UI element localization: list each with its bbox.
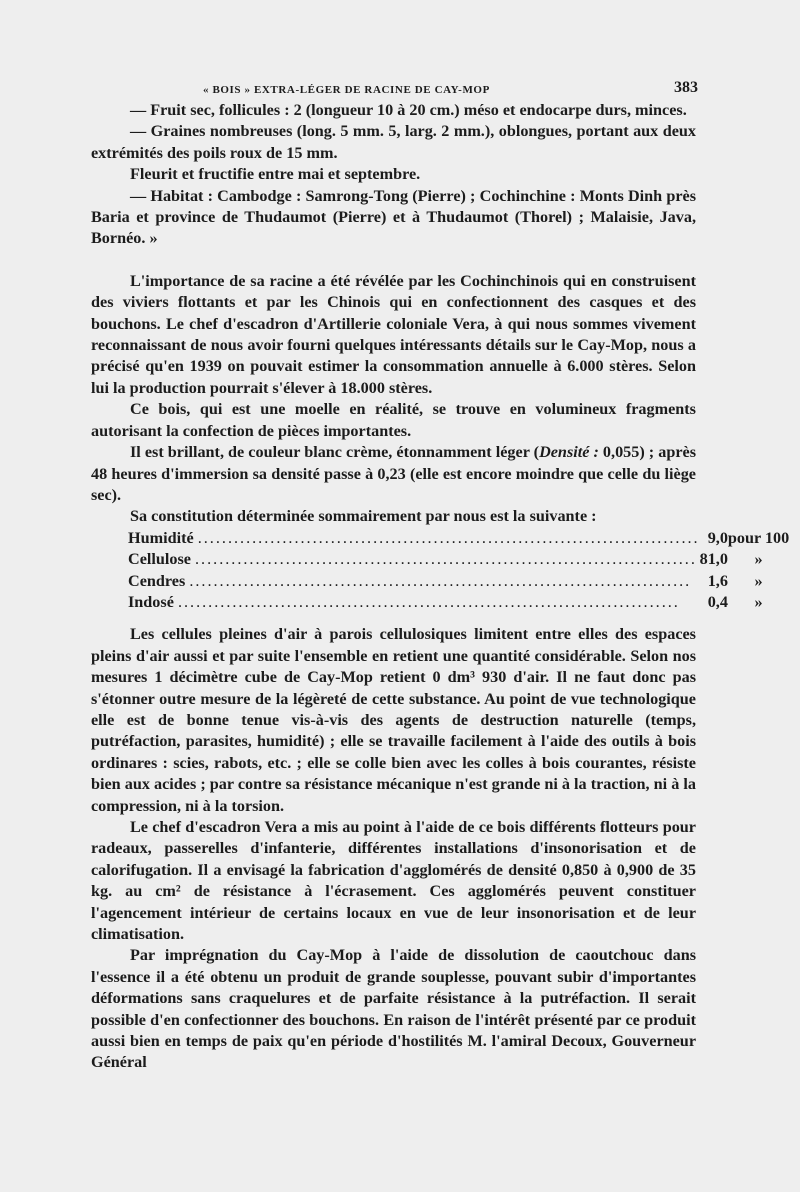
row-value: 81,0 xyxy=(699,550,728,569)
row-value: 0,4 xyxy=(707,592,728,611)
table-row xyxy=(128,528,789,549)
table-row xyxy=(128,592,789,613)
dot-leader: ................................................................................... xyxy=(197,528,700,547)
running-title: « BOIS » EXTRA-LÉGER DE RACINE DE CAY-MOP xyxy=(203,84,490,96)
page-number: 383 xyxy=(674,79,698,96)
composition-table xyxy=(128,528,789,614)
paragraph-constitution: Sa constitution déterminée sommairement par nous est la suivante : xyxy=(130,507,597,526)
table-row xyxy=(128,571,789,592)
row-unit: » xyxy=(754,550,763,569)
row-label: Humidité xyxy=(128,528,194,547)
paragraph-flotteurs: Le chef d'escadron Vera a mis au point à l'aide de ce bois différents flotteurs pour radeaux, passerelles d'infanterie, différentes installations d'insonorisation et de calorifugation. Il a envisagé la fabrication d'agglomérés de densité 0,850 à 0,900 de 35 kg. au cm² de résistance à l'écrasement. Ces agglomérés peuvent constituer l'agencement intérieur de certains locaux en vue de leur insonorisation et de leur climatisation. xyxy=(91,818,696,944)
row-unit: » xyxy=(754,592,763,611)
row-value: 1,6 xyxy=(707,571,728,590)
row-unit: pour 100 xyxy=(727,528,790,547)
page-header xyxy=(91,72,696,98)
paragraph-impregnation: Par imprégnation du Cay-Mop à l'aide de dissolution de caoutchouc dans l'essence il a été obtenu un produit de grande souplesse, pouvant subir d'importantes déformations sans craquelures et de parfaite résistance à la putréfaction. Il serait possible d'en confectionner des bouchons. En raison de l'intérêt présenté par ce produit aussi bien en temps de paix qu'en période d'hostilités M. l'amiral Decoux, Gouverneur Général xyxy=(91,946,696,1072)
section-gap xyxy=(91,250,696,271)
paragraph-floraison: Fleurit et fructifie entre mai et septembre. xyxy=(130,165,421,184)
dot-leader: ................................................................................... xyxy=(189,571,692,590)
dot-leader: ................................................................................... xyxy=(195,550,697,569)
row-unit: » xyxy=(754,571,763,590)
paragraph-habitat: — Habitat : Cambodge : Samrong-Tong (Pierre) ; Cochinchine : Monts Dinh près Baria et province de Thudaumot (Pierre) et à Thudaumot (Thorel) ; Malaisie, Java, Bornéo. » xyxy=(91,186,696,248)
row-value: 9,0 xyxy=(707,528,728,547)
row-label: Indosé xyxy=(128,592,174,611)
paragraph-moelle: Ce bois, qui est une moelle en réalité, se trouve en volumineux fragments autorisant la confection de pièces importantes. xyxy=(91,400,696,440)
body-text xyxy=(91,100,790,1074)
table-row xyxy=(128,549,789,570)
paragraph-cellules: Les cellules pleines d'air à parois cellulosiques limitent entre elles des espaces pleins d'air aussi et par suite l'ensemble en retient une quantité considérable. Selon nos mesures 1 décimètre cube de Cay-Mop retient 0 dm³ 930 d'air. Il ne faut donc pas s'étonner outre mesure de la légèreté de cette substance. Au point de vue technologique elle est de bonne tenue vis-à-vis des agents de destruction naturelle (temps, putréfaction, parasites, humidité) ; elle se travaille facilement à l'aide des outils à bois ordinares : scies, rabots, etc. ; elle se colle bien avec les colles à bois courantes, résiste bien aux acides ; par contre sa résistance mécanique n'est grande ni à la traction, ni à la compression, ni à la torsion. xyxy=(91,625,696,815)
row-label: Cellulose xyxy=(128,550,191,569)
paragraph-densite-part1: Il est brillant, de couleur blanc crème, étonnamment léger ( xyxy=(130,443,540,462)
densite-label: Densité : xyxy=(539,443,599,462)
dot-leader: ................................................................................... xyxy=(177,592,680,611)
paragraph-densite xyxy=(91,442,696,506)
paragraph-graines: — Graines nombreuses (long. 5 mm. 5, larg. 2 mm.), oblongues, portant aux deux extrémités des poils roux de 15 mm. xyxy=(91,122,696,162)
paragraph-importance: L'importance de sa racine a été révélée par les Cochinchinois qui en construisent des viviers flottants et par les Chinois qui en confectionnent des casques et des bouchons. Le chef d'escadron d'Artillerie coloniale Vera, à qui nous sommes vivement reconnaissant de nous avoir fourni quelques intéressants détails sur le Cay-Mop, nous a précisé qu'en 1939 on pouvait estimer la consommation annuelle à 6.000 stères. Selon lui la production pourrait s'élever à 18.000 stères. xyxy=(91,271,696,397)
table-gap xyxy=(91,613,696,624)
row-label: Cendres xyxy=(128,571,186,590)
paragraph-densite-part2: 0,055) ; après 48 heures d'immersion sa densité passe à 0,23 (elle est encore moindre que celle du liège sec). xyxy=(91,443,697,504)
paragraph-fruit: — Fruit sec, follicules : 2 (longueur 10 à 20 cm.) méso et endocarpe durs, minces. xyxy=(130,101,687,119)
